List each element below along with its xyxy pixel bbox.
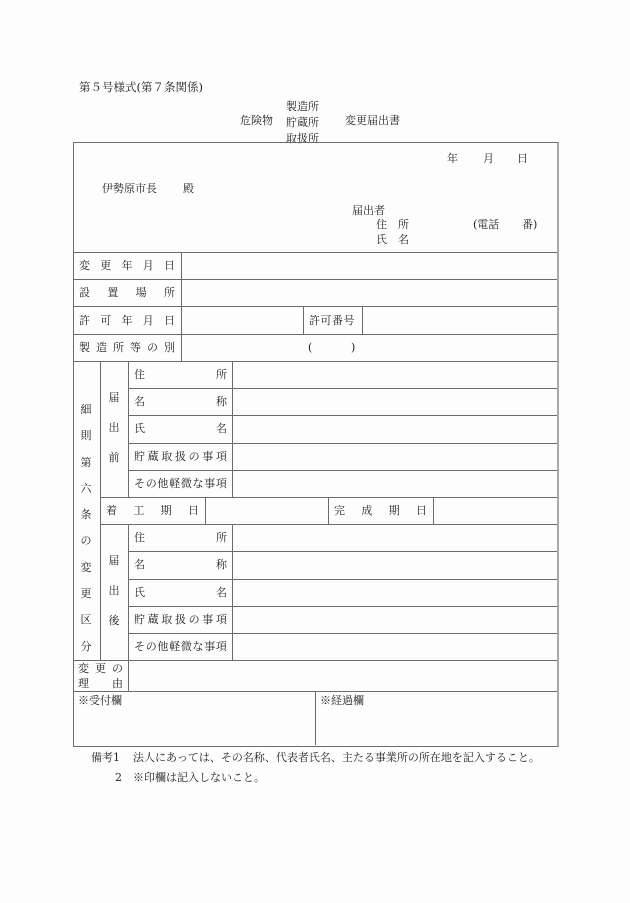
facility-type-field[interactable] bbox=[318, 336, 348, 358]
date-month-field[interactable] bbox=[458, 148, 482, 168]
date-day-field[interactable] bbox=[494, 148, 516, 168]
date-year-field[interactable] bbox=[400, 148, 446, 168]
before-address-field[interactable] bbox=[233, 362, 556, 388]
facility-type-label: 製 造 所 等 の 別 bbox=[79, 341, 175, 354]
applicant-label: 届出者 bbox=[352, 204, 385, 217]
before-storage-handling-label: 貯 蔵 取 扱 の 事 項 bbox=[134, 450, 227, 463]
applicant-name-label: 氏 名 bbox=[376, 233, 409, 246]
before-person-name-label: 氏 名 bbox=[134, 422, 227, 435]
construction-start-label: 着 工 期 日 bbox=[106, 504, 199, 517]
reason-label-line1: 変 更 の bbox=[78, 662, 123, 675]
after-address-label: 住 所 bbox=[134, 531, 227, 544]
addressee: 伊勢原市長 bbox=[102, 182, 157, 195]
note-1-text: 法人にあっては、その名称、代表者氏名、主たる事業所の所在地を記入すること。 bbox=[133, 751, 540, 764]
phone-label-close: 番) bbox=[522, 218, 538, 231]
install-location-label: 設 置 場 所 bbox=[79, 286, 175, 299]
install-location-field[interactable] bbox=[182, 280, 556, 306]
permit-date-field[interactable] bbox=[182, 307, 303, 334]
before-filing-label: 届 出 前 bbox=[108, 391, 120, 464]
change-category-label: 細 則 第 六 条 の 変 更 区 分 bbox=[80, 403, 92, 653]
facility-type-paren-open: ( bbox=[308, 341, 313, 354]
date-month-label: 月 bbox=[483, 152, 494, 165]
facility-type-manufacturing: 製造所 bbox=[286, 100, 319, 113]
change-date-field[interactable] bbox=[182, 253, 556, 279]
applicant-name-field[interactable] bbox=[420, 231, 550, 245]
after-other-minor-field[interactable] bbox=[233, 634, 556, 660]
applicant-address-field[interactable] bbox=[420, 216, 472, 230]
applicant-address-label: 住 所 bbox=[376, 218, 409, 231]
after-name-label: 名 称 bbox=[134, 558, 227, 571]
progress-column-label: ※経過欄 bbox=[320, 694, 364, 707]
phone-label-open: (電話 bbox=[473, 218, 500, 231]
receipt-column-label: ※受付欄 bbox=[78, 694, 122, 707]
form-number: 第５号様式(第７条関係) bbox=[79, 80, 203, 94]
after-filing-label: 届 出 後 bbox=[108, 554, 120, 627]
permit-number-label: 許可番号 bbox=[309, 314, 355, 327]
construction-start-field[interactable] bbox=[206, 498, 328, 524]
before-person-name-field[interactable] bbox=[233, 416, 556, 443]
date-day-label: 日 bbox=[517, 152, 528, 165]
note-1-number: 備考1 bbox=[91, 751, 120, 764]
note-2-text: ※印欄は記入しないこと。 bbox=[133, 771, 265, 784]
after-person-name-field[interactable] bbox=[233, 580, 556, 606]
before-name-label: 名 称 bbox=[134, 395, 227, 408]
after-title-field[interactable] bbox=[233, 552, 556, 579]
facility-type-paren-close: ) bbox=[351, 341, 356, 354]
before-other-minor-label: そ の 他 軽 微 な 事 項 bbox=[134, 477, 227, 490]
after-address-field[interactable] bbox=[233, 525, 556, 551]
facility-type-stack bbox=[286, 99, 319, 147]
completion-date-label: 完 成 期 日 bbox=[334, 504, 427, 517]
before-other-minor-field[interactable] bbox=[233, 471, 556, 497]
change-reason-field[interactable] bbox=[129, 661, 556, 691]
date-year-label: 年 bbox=[447, 152, 458, 165]
title-prefix: 危険物 bbox=[240, 114, 273, 127]
change-date-label: 変 更 年 月 日 bbox=[79, 259, 175, 272]
permit-date-label: 許 可 年 月 日 bbox=[79, 314, 175, 327]
completion-date-field[interactable] bbox=[434, 498, 556, 524]
permit-number-field[interactable] bbox=[363, 307, 556, 334]
facility-type-handling: 取扱所 bbox=[286, 132, 319, 145]
note-2-number: 2 bbox=[115, 771, 122, 784]
before-storage-handling-field[interactable] bbox=[233, 444, 556, 470]
after-person-name-label: 氏 名 bbox=[134, 586, 227, 599]
facility-type-storage: 貯蔵所 bbox=[286, 116, 319, 129]
reason-label-line2: 理 由 bbox=[78, 677, 123, 690]
before-title-field[interactable] bbox=[233, 389, 556, 415]
before-address-label: 住 所 bbox=[134, 368, 227, 381]
after-storage-handling-field[interactable] bbox=[233, 607, 556, 633]
after-other-minor-label: そ の 他 軽 微 な 事 項 bbox=[134, 640, 227, 653]
title-suffix: 変更届出書 bbox=[345, 114, 400, 127]
honorific: 殿 bbox=[183, 182, 194, 195]
after-storage-handling-label: 貯 蔵 取 扱 の 事 項 bbox=[134, 613, 227, 626]
